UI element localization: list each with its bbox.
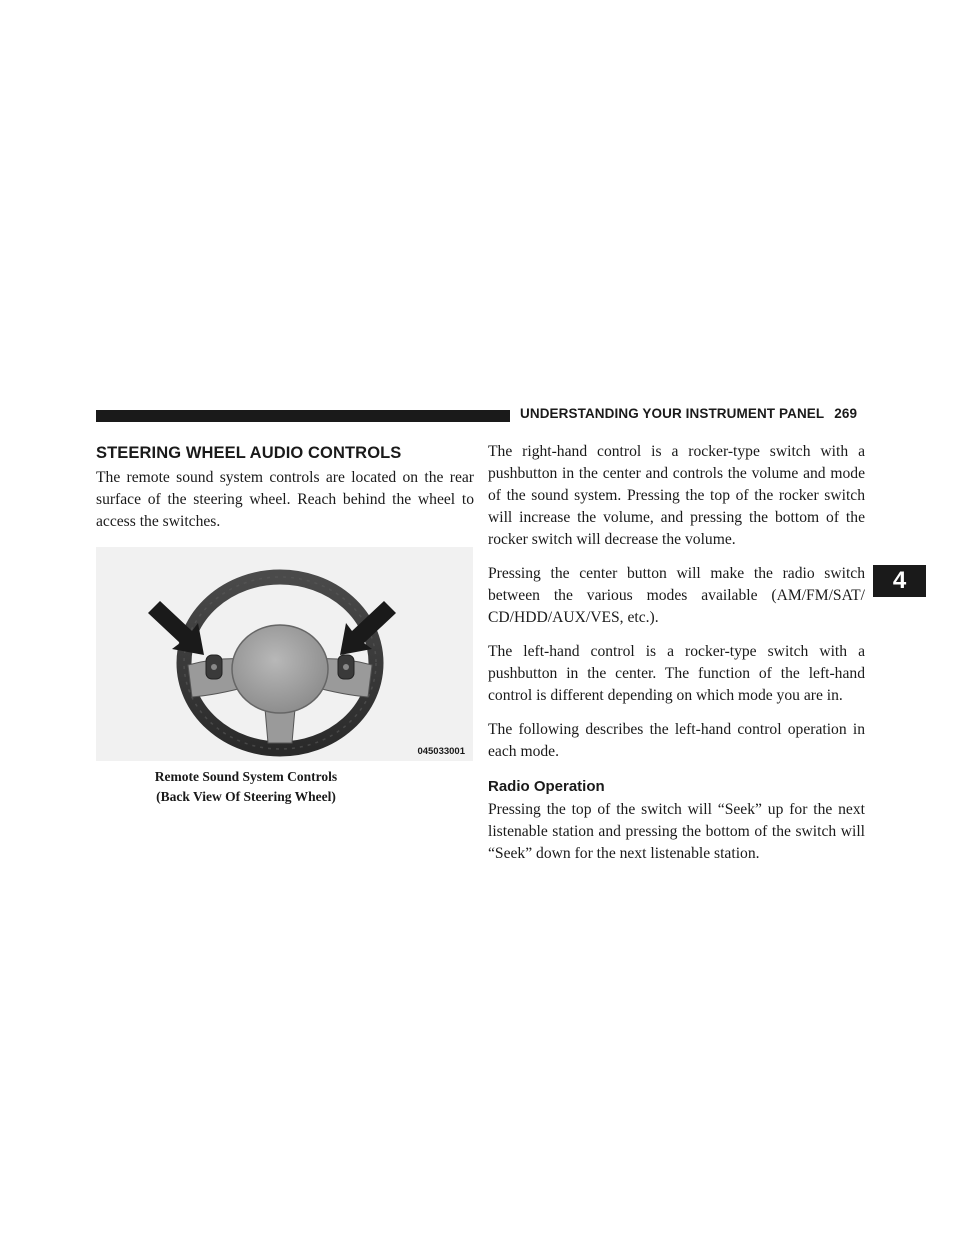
subsection-title: Radio Operation <box>488 778 605 795</box>
page-number: 269 <box>834 406 858 421</box>
figure-caption <box>96 767 396 807</box>
caption-line-2: (Back View Of Steering Wheel) <box>156 789 336 804</box>
chapter-tab: 4 <box>873 565 926 597</box>
right-column <box>488 441 865 865</box>
steering-wheel-illustration <box>96 547 473 761</box>
paragraph-modes: The following describes the left-hand control operation in each mode. <box>488 721 865 760</box>
steering-wheel-figure <box>96 547 473 807</box>
caption-line-1: Remote Sound System Controls <box>154 769 338 784</box>
paragraph-right-control: The right-hand control is a rocker-type switch with a pushbutton in the center and controls the volume and mode of the sound system. Pressing the top of the rocker switch will increase the volume, and pressing the bottom of the rocker switch will decrease the volume. <box>488 443 865 548</box>
subsection-text: Pressing the top of the switch will “Seek” up for the next listenable station and pressing the bottom of the switch will “Seek” down for the next listenable station. <box>488 801 865 862</box>
section-title: STEERING WHEEL AUDIO CONTROLS <box>96 444 402 462</box>
running-head <box>520 406 857 421</box>
running-head-title: UNDERSTANDING YOUR INSTRUMENT PANEL <box>520 406 825 421</box>
section-intro: The remote sound system controls are located on the rear surface of the steering wheel. Reach behind the wheel to access the switches. <box>96 469 474 530</box>
paragraph-center-button: Pressing the center button will make the radio switch between the various modes available (AM/FM/SAT/ CD/HDD/AUX/VES, etc.). <box>488 565 865 626</box>
left-column <box>96 443 474 807</box>
running-head-rule <box>96 410 510 422</box>
figure-image <box>96 547 473 761</box>
paragraph-left-control: The left-hand control is a rocker-type switch with a pushbutton in the center. The function of the left-hand control is different depending on which mode you are in. <box>488 643 865 704</box>
steering-wheel-icon <box>184 577 376 749</box>
figure-id: 045033001 <box>417 746 465 757</box>
